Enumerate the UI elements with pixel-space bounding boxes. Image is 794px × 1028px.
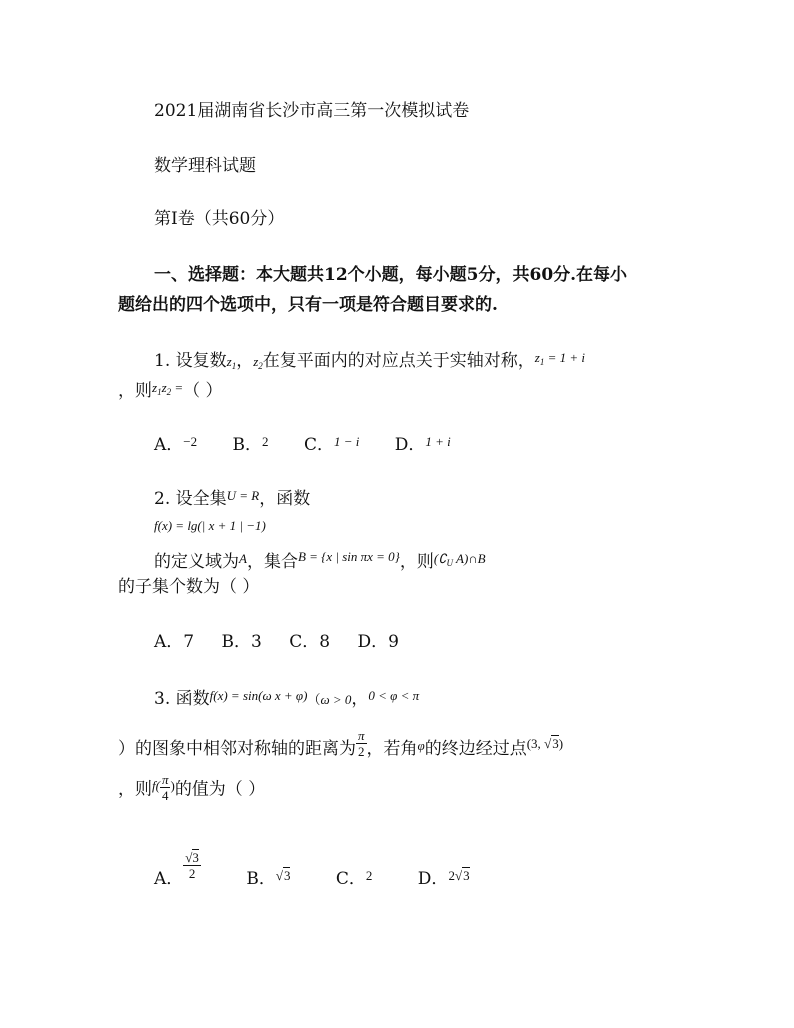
q3-option-a: A． $\frac{√3}{2}$ [154, 850, 199, 889]
q2-option-b: B．3 [221, 632, 262, 652]
q2-option-c: C．8 [289, 632, 331, 652]
q1-option-c: C．$^{1 - i}$ [303, 434, 360, 455]
q1-option-a: A．$^{-2}$ [154, 434, 198, 455]
question-1-options [154, 432, 481, 455]
question-2-line1: 2. 设全集$^{U = R}$，函数 [154, 488, 311, 509]
question-1-line2: ，则$^{z_1z_2 =}$（ ） [118, 380, 223, 401]
q2-option-d: D．9 [357, 632, 399, 652]
point-coordinates: (3, √3) [526, 736, 564, 751]
exam-title: 2021届湖南省长沙市高三第一次模拟试卷 [154, 101, 470, 121]
z1z2-product: z1z2 = [152, 380, 184, 397]
z2-symbol: $z_2$ [253, 354, 263, 371]
question-2-options [154, 632, 429, 652]
question-3-options [154, 850, 500, 889]
z1-symbol: $z_1$ [226, 354, 237, 371]
complement-expression: (∁U A)∩B [433, 551, 486, 568]
exam-volume: 第Ⅰ卷（共60分） [154, 209, 285, 229]
f-pi-over-4: f( π 4 ) [152, 772, 175, 803]
z1-equation: z1 = 1 + i [534, 350, 585, 367]
q2-option-a: A．7 [154, 632, 195, 652]
section-heading-line2: 题给出的四个选项中，只有一项是符合题目要求的. [118, 295, 498, 315]
q1-option-d: D．$^{1 + i}$ [394, 434, 451, 455]
question-1-line1: 1. 设复数$z_1$，$z_2$在复平面内的对应点关于实轴对称，$^{z_1 = 1 + i}$ [154, 350, 585, 371]
question-3-line1: 3. 函数$^{f(x) = sin(\omega x + \varphi)}$（ω > 0，$^{0 < \varphi < \pi}$ [154, 688, 420, 709]
section-heading-line1: 一、选择题：本大题共12个小题，每小题5分，共60分.在每小 [154, 265, 628, 285]
set-b: B = {x | sin πx = 0} [297, 549, 400, 564]
question-3-line2: ）的图象中相邻对称轴的距离为 $\frac{\pi}{2}$ ，若角$^\varphi$的终边经过点$^{(3, √3)}$ [118, 728, 564, 759]
q3-function: f(x) = sin(ω x + φ) [209, 688, 308, 703]
q3-option-c: C．$^2$ [335, 868, 373, 889]
question-2-line2: 的定义域为$^A$，集合$^{B = \{x | sin \pi x = 0\}}$，则$^{(∁_U A)\cap B}$ [154, 549, 486, 572]
pi-over-2: $\frac{\pi}{2}$ [358, 728, 365, 759]
q3-option-d: D．$^{2√3}$ [417, 868, 470, 889]
question-3-line3: ，则$^{f( \frac{\pi}{4} )}$的值为（ ） [118, 772, 266, 803]
exam-subtitle: 数学理科试题 [154, 156, 256, 176]
question-2-line3: 的子集个数为（ ） [118, 577, 260, 597]
question-2-function: f(x) = lg(| x + 1 | −1) [154, 518, 266, 533]
q1-option-b: B．$^2$ [232, 434, 269, 455]
universal-set: U = R [226, 488, 260, 503]
q3-option-b: B．$^{√3}$ [246, 868, 291, 889]
